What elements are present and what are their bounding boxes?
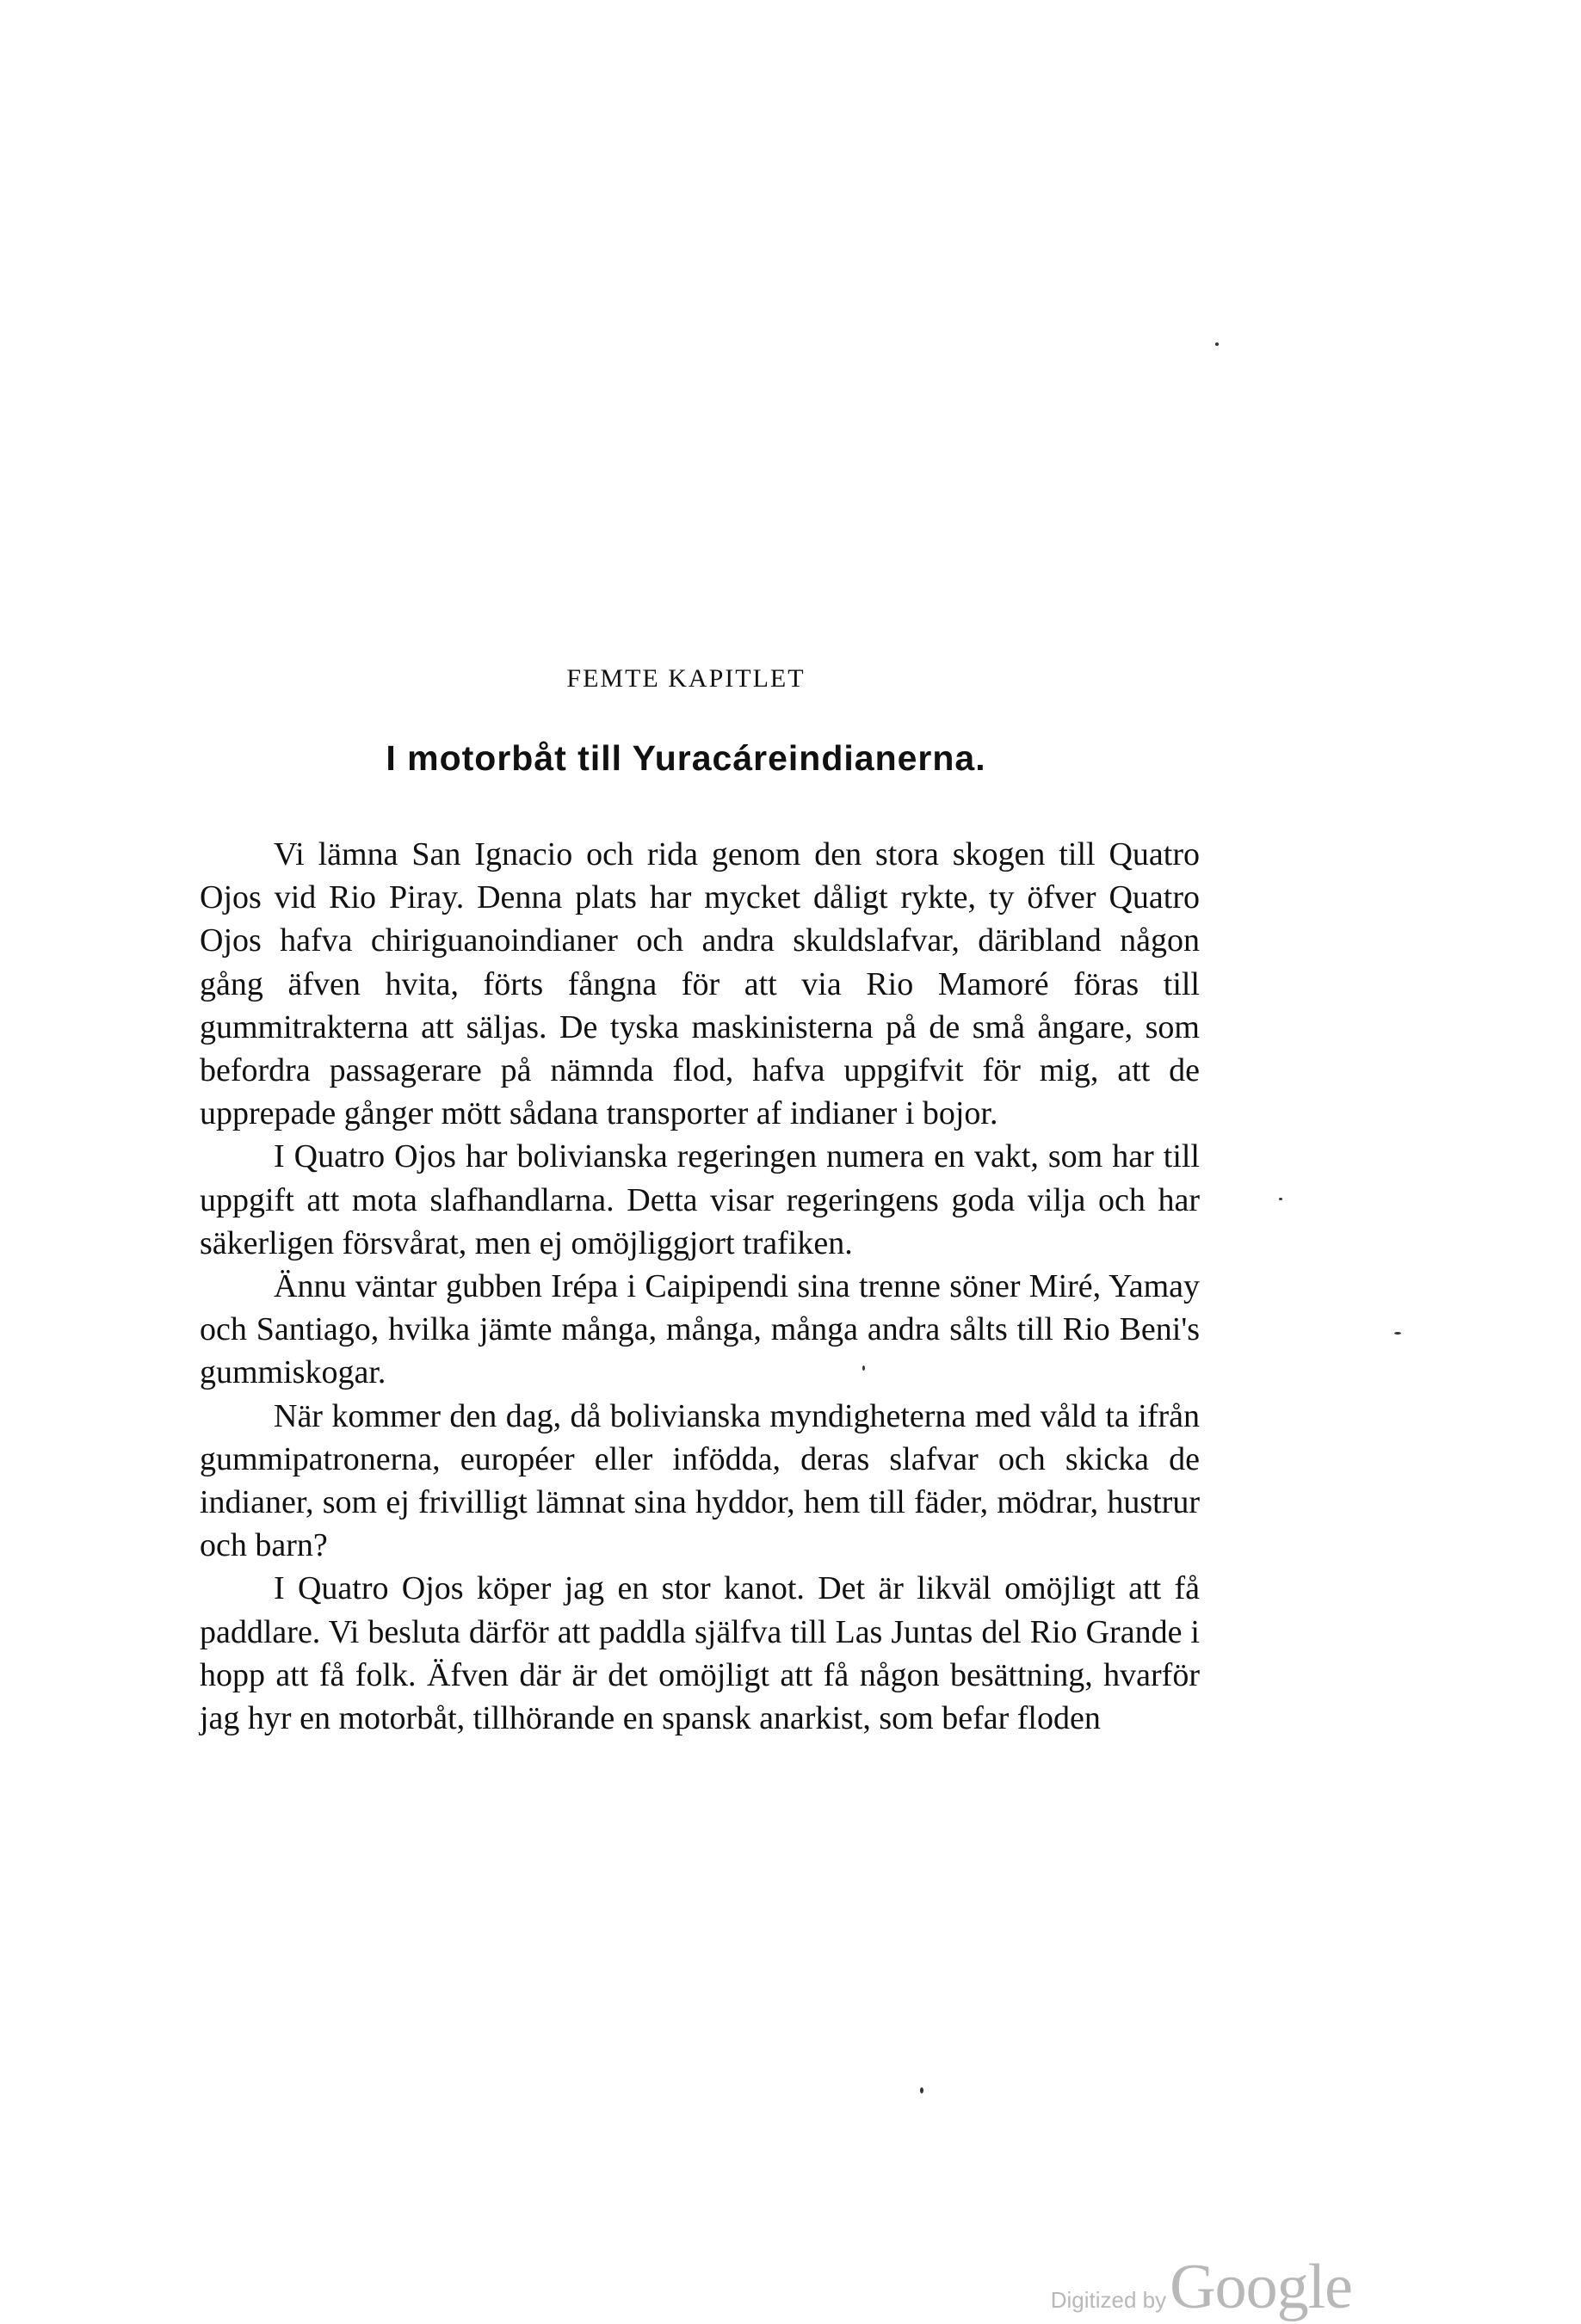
google-logo: Google (1170, 2252, 1352, 2322)
digitized-watermark (1051, 2251, 1352, 2324)
paragraph: När kommer den dag, då bolivianska myndigheterna med våld ta ifrån gummipatronerna, européer eller infödda, deras slafvar och skicka de indianer, som ej frivilligt lämnat sina hyddor, hem till fäder, mödrar, hustrur och barn? (200, 1397, 1200, 1564)
watermark-prefix: Digitized by (1050, 2287, 1167, 2313)
chapter-label: FEMTE KAPITLET (566, 664, 806, 693)
paragraph: I Quatro Ojos köper jag en stor kanot. Det är likväl omöjligt att få paddlare. Vi besluta därför att paddla själfva till Las Juntas del Rio Grande i hopp att få folk. Äfven där är det omöjligt att få någon besättning, hvarför jag hyr en motorbåt, tillhörande en spansk anarkist, som befar floden (200, 1570, 1200, 1737)
scan-speck (920, 2087, 923, 2093)
paragraph: Vi lämna San Ignacio och rida genom den stora skogen till Quatro Ojos vid Rio Piray. Denna plats har mycket dåligt rykte, ty öfver Quatro Ojos hafva chiriguanoindianer och andra skuldslafvar, däribland någon gång äfven hvita, förts fångna för att via Rio Mamoré föras till gummitrakterna att säljas. De tyska maskinisterna på de små ångare, som befordra passagerare på nämnda flod, hafva uppgifvit för mig, att de upprepade gånger mött sådana transporter af indianer i bojor. (200, 836, 1200, 1132)
scan-speck (1394, 1332, 1401, 1335)
scan-speck (1215, 342, 1219, 346)
scan-speck (1279, 1198, 1282, 1200)
body-text (200, 833, 1200, 1740)
chapter-title: I motorbåt till Yuracáreindianerna. (386, 738, 986, 778)
paragraph: Ännu väntar gubben Irépa i Caipipendi sina trenne söner Miré, Yamay och Santiago, hvilka jämte många, många, många andra sålts till Rio Beni's gummiskogar. (200, 1268, 1200, 1391)
scan-speck (862, 1365, 865, 1371)
paragraph: I Quatro Ojos har bolivianska regeringen numera en vakt, som har till uppgift att mota slafhandlarna. Detta visar regeringens goda vilja och har säkerligen försvårat, men ej omöjliggjort trafiken. (200, 1138, 1200, 1261)
